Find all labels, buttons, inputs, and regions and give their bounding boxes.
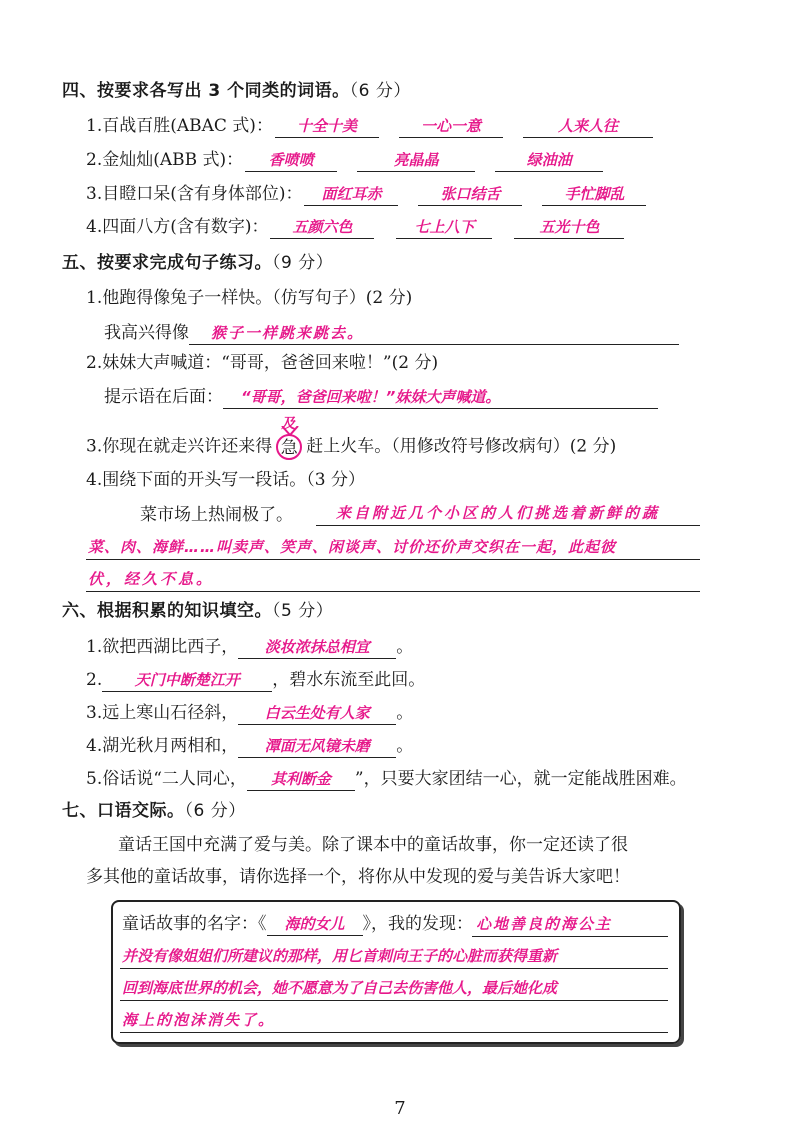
insert-mark-icon [280, 426, 300, 436]
s7-paragraph-line-1: 童话王国中充满了爱与美。除了课本中的童话故事，你一定还读了很 [118, 835, 628, 855]
box-underline-4 [120, 1032, 668, 1033]
s6-item-4-answer[interactable]: 潭面无风镜未磨 [238, 735, 396, 758]
s5-q4-answer-line-1[interactable]: 来自附近几个小区的人们挑选着新鲜的蔬 [336, 504, 661, 522]
s4-item-2-answer-1[interactable]: 香喷喷 [245, 149, 337, 172]
s4-item-1: 1.百战百胜(ABAC 式)： 十全十美 一心一意 人来人往 [86, 115, 653, 138]
s5-q2-answer-line: 提示语在后面： “哥哥，爸爸回来啦！”妹妹大声喊道。 [104, 386, 658, 409]
box-story-line: 童话故事的名字：《 海的女儿 》，我的发现： [122, 914, 473, 934]
s5-q2-text: 2.妹妹大声喊道：“哥哥，爸爸回来啦！”(2 分) [86, 353, 439, 373]
s6-item-5-answer[interactable]: 其利断金 [247, 768, 355, 791]
s4-item-2: 2.金灿灿(ABB 式)： 香喷喷 亮晶晶 绿油油 [86, 149, 603, 172]
s5-q3: 3.你现在就走兴许还来得 急 及 赶上火车。（用修改符号修改病句）(2 分) [86, 434, 616, 460]
s6-item-4: 4.湖光秋月两相和， 潭面无风镜未磨 。 [86, 736, 414, 756]
s5-q4-answer-line-2[interactable]: 菜、肉、海鲜……叫卖声、笑声、闲谈声、讨价还价声交织在一起，此起彼 [88, 538, 617, 556]
s7-paragraph-line-2: 多其他的童话故事，请你选择一个，将你从中发现的爱与美告诉大家吧！ [86, 867, 630, 887]
s6-item-1: 1.欲把西湖比西子， 淡妆浓抹总相宜 。 [86, 637, 414, 657]
s5-q1-text: 1.他跑得像兔子一样快。（仿写句子）(2 分) [86, 288, 413, 308]
box-answer-line-4[interactable]: 海上的泡沫消失了。 [122, 1011, 276, 1029]
section-5-heading: 五、按要求完成句子练习。（9 分） [62, 253, 334, 273]
s4-item-3: 3.目瞪口呆(含有身体部位)： 面红耳赤 张口结舌 手忙脚乱 [86, 183, 646, 206]
s5-q4-underline-1 [316, 525, 700, 526]
s6-item-3-answer[interactable]: 白云生处有人家 [238, 702, 396, 725]
s5-q4-underline-2 [86, 559, 700, 560]
circled-error-char: 急 及 [276, 434, 302, 460]
s5-q1-answer-line: 我高兴得像 猴子一样跳来跳去。 [104, 322, 679, 345]
s4-item-4-answer-1[interactable]: 五颜六色 [270, 216, 374, 239]
s5-q4-answer-line-3[interactable]: 伏，经久不息。 [88, 570, 215, 588]
s4-item-1-answer-1[interactable]: 十全十美 [275, 115, 379, 138]
s6-item-2: 2. 天门中断楚江开 ，碧水东流至此回。 [86, 670, 426, 690]
s6-item-3: 3.远上寒山石径斜， 白云生处有人家 。 [86, 703, 414, 723]
s5-q2-answer[interactable]: “哥哥，爸爸回来啦！”妹妹大声喊道。 [223, 386, 658, 409]
s4-item-4-answer-2[interactable]: 七上八下 [396, 216, 492, 239]
box-answer-line-1[interactable]: 心地善良的海公主 [476, 915, 613, 933]
s5-q4-underline-3 [86, 591, 700, 592]
section-7-heading: 七、口语交际。（6 分） [62, 801, 246, 821]
s4-item-2-answer-3[interactable]: 绿油油 [495, 149, 603, 172]
s4-item-1-answer-2[interactable]: 一心一意 [399, 115, 503, 138]
box-answer-line-3[interactable]: 回到海底世界的机会，她不愿意为了自己去伤害他人，最后她化成 [122, 979, 558, 997]
s4-item-4-answer-3[interactable]: 五光十色 [514, 216, 624, 239]
correction-char: 及 [281, 416, 296, 432]
s6-item-1-answer[interactable]: 淡妆浓抹总相宜 [238, 636, 396, 659]
s4-item-3-answer-3[interactable]: 手忙脚乱 [542, 183, 646, 206]
box-answer-line-2[interactable]: 并没有像姐姐们所建议的那样，用匕首刺向王子的心脏而获得重新 [122, 947, 558, 965]
s4-item-4: 4.四面八方(含有数字)： 五颜六色 七上八下 五光十色 [86, 216, 624, 239]
s6-item-2-answer[interactable]: 天门中断楚江开 [102, 669, 272, 692]
s5-q1-answer[interactable]: 猴子一样跳来跳去。 [189, 322, 679, 345]
section-6-heading: 六、根据积累的知识填空。（5 分） [62, 601, 334, 621]
box-underline-1 [472, 936, 668, 937]
s5-q4-text: 4.围绕下面的开头写一段话。（3 分） [86, 470, 365, 490]
s4-item-3-answer-2[interactable]: 张口结舌 [418, 183, 522, 206]
s4-item-2-answer-2[interactable]: 亮晶晶 [357, 149, 475, 172]
box-underline-3 [120, 1000, 668, 1001]
s6-item-5: 5.俗话说“二人同心， 其利断金 ”，只要大家团结一心，就一定能战胜困难。 [86, 769, 687, 789]
section-4-heading: 四、按要求各写出 3 个同类的词语。（6 分） [62, 81, 411, 101]
s4-item-1-answer-3[interactable]: 人来人往 [523, 115, 653, 138]
box-underline-2 [120, 968, 668, 969]
story-name-answer[interactable]: 海的女儿 [267, 913, 363, 936]
s4-item-3-answer-1[interactable]: 面红耳赤 [304, 183, 398, 206]
s5-q4-lead: 菜市场上热闹极了。 [140, 505, 293, 525]
page-number: 7 [394, 1098, 406, 1119]
